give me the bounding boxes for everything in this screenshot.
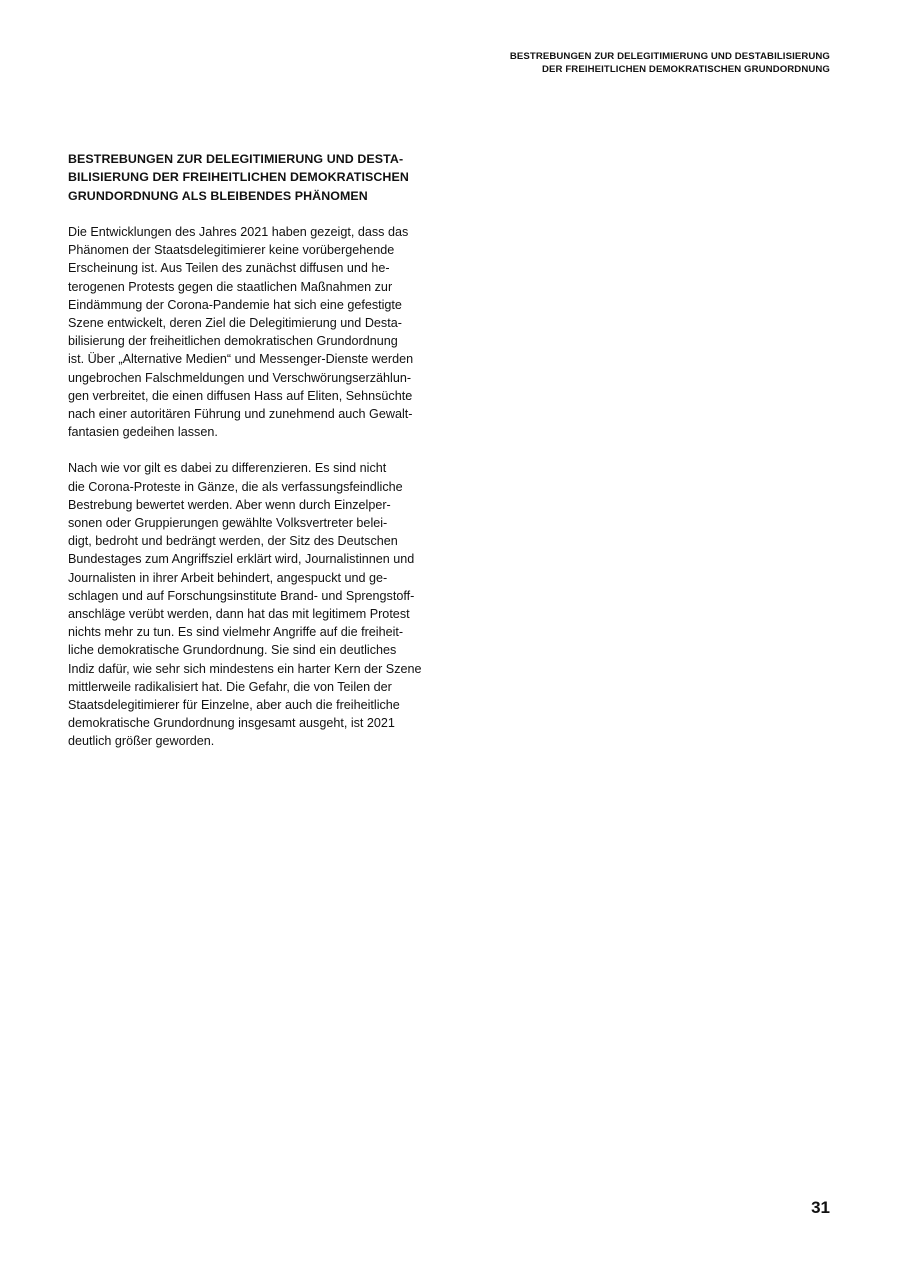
paragraph-1-line: fantasien gedeihen lassen.: [68, 425, 218, 440]
section-title-line-1: BESTREBUNGEN ZUR DELEGITIMIERUNG UND DESTA-: [68, 152, 404, 166]
paragraph-2-line: Bundestages zum Angriffsziel erklärt wird, Journalistinnen und: [68, 552, 415, 567]
paragraph-1-line: Eindämmung der Corona-Pandemie hat sich eine gefestigte: [68, 297, 402, 312]
paragraph-2-line: die Corona-Proteste in Gänze, die als verfassungsfeindliche: [68, 479, 403, 494]
paragraph-2-line: liche demokratische Grundordnung. Sie sind ein deutliches: [68, 643, 397, 658]
paragraph-1-line: bilisierung der freiheitlichen demokratischen Grundordnung: [68, 334, 398, 349]
paragraph-1-line: gen verbreitet, die einen diffusen Hass auf Eliten, Sehnsüchte: [68, 388, 413, 403]
paragraph-1-line: ungebrochen Falschmeldungen und Verschwörungserzählun-: [68, 370, 412, 385]
paragraph-2-line: nichts mehr zu tun. Es sind vielmehr Angriffe auf die freiheit-: [68, 625, 404, 640]
paragraph-2-line: Indiz dafür, wie sehr sich mindestens ein harter Kern der Szene: [68, 661, 422, 676]
paragraph-1-line: Die Entwicklungen des Jahres 2021 haben gezeigt, dass das: [68, 224, 409, 239]
paragraph-1-line: terogenen Protests gegen die staatlichen Maßnahmen zur: [68, 279, 393, 294]
paragraph-2-line: sonen oder Gruppierungen gewählte Volksvertreter belei-: [68, 515, 388, 530]
paragraph-2-line: digt, bedroht und bedrängt werden, der Sitz des Deutschen: [68, 534, 398, 549]
running-header: [370, 50, 830, 76]
running-header-line-1: BESTREBUNGEN ZUR DELEGITIMIERUNG UND DESTABILISIERUNG: [509, 51, 830, 62]
body-paragraph-1: [68, 223, 448, 441]
paragraph-2-line: anschläge verübt werden, dann hat das mit legitimem Protest: [68, 606, 410, 621]
paragraph-1-line: ist. Über „Alternative Medien“ und Messenger-Dienste werden: [68, 352, 414, 367]
section-title-line-2: BILISIERUNG DER FREIHEITLICHEN DEMOKRATISCHEN: [68, 170, 409, 185]
paragraph-1-line: Phänomen der Staatsdelegitimierer keine vorübergehende: [68, 243, 395, 258]
body-paragraph-2: [68, 459, 448, 750]
section-title-line-3: GRUNDORDNUNG ALS BLEIBENDES PHÄNOMEN: [68, 188, 368, 203]
paragraph-1-line: Szene entwickelt, deren Ziel die Delegitimierung und Desta-: [68, 315, 402, 330]
paragraph-2-line: Nach wie vor gilt es dabei zu differenzieren. Es sind nicht: [68, 461, 387, 476]
paragraph-2-line: demokratische Grundordnung insgesamt ausgeht, ist 2021: [68, 716, 395, 731]
paragraph-1-line: nach einer autoritären Führung und zunehmend auch Gewalt-: [68, 406, 413, 421]
paragraph-2-line: deutlich größer geworden.: [68, 734, 215, 749]
section-title: [68, 150, 448, 205]
paragraph-2-line: schlagen und auf Forschungsinstitute Brand- und Sprengstoff-: [68, 588, 415, 603]
page-content: [68, 150, 448, 769]
paragraph-2-line: mittlerweile radikalisiert hat. Die Gefahr, die von Teilen der: [68, 679, 392, 694]
paragraph-1-line: Erscheinung ist. Aus Teilen des zunächst diffusen und he-: [68, 261, 390, 276]
page-number: 31: [811, 1198, 830, 1217]
paragraph-2-line: Staatsdelegitimierer für Einzelne, aber auch die freiheitliche: [68, 697, 400, 712]
paragraph-2-line: Journalisten in ihrer Arbeit behindert, angespuckt und ge-: [68, 570, 388, 585]
paragraph-2-line: Bestrebung bewertet werden. Aber wenn durch Einzelper-: [68, 497, 391, 512]
running-header-line-2: DER FREIHEITLICHEN DEMOKRATISCHEN GRUNDORDNUNG: [542, 64, 830, 75]
